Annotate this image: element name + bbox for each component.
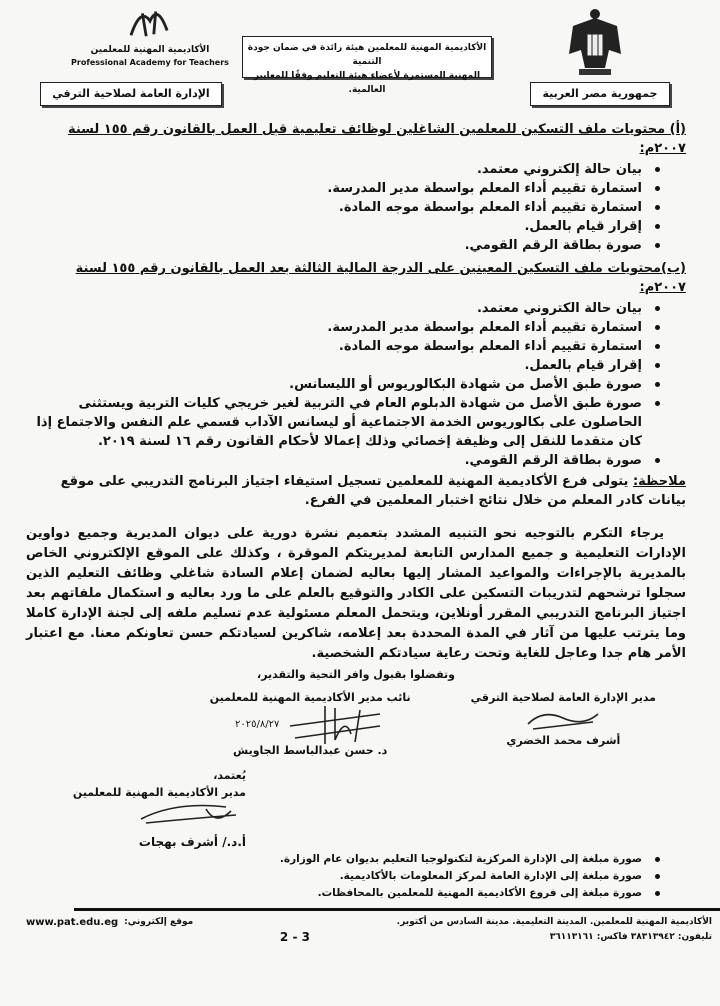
page-number: 2 - 3 [279, 930, 310, 944]
letter-body [0, 112, 720, 902]
note-text: يتولى فرع الأكاديمية المهنية للمعلمين تسجيل استيفاء اجتياز البرنامج التدريبي على موقع بيانات كادر [60, 474, 686, 508]
list-item: صورة بطاقة الرقم القومي. [26, 236, 664, 255]
signature-center-title: نائب مدير الأكاديمية المهنية للمعلمين [209, 691, 411, 704]
approve-label: يُعتمد، [213, 769, 246, 782]
cc-item: صورة مبلغة إلى الإدارة المركزية لتكنولوجيا التعليم بديوان عام الوزارة. [26, 851, 664, 868]
footer-website[interactable]: www.pat.edu.eg [26, 917, 119, 928]
footer-address: الأكاديمية المهنية للمعلمين. المدينة التعليمية. مدينة السادس من أكتوبر. [396, 917, 712, 927]
vision-line: الأكاديمية المهنية للمعلمين هيئة رائدة في ضمان جودة التنمية [247, 43, 487, 67]
approve-title: مدير الأكاديمية المهنية للمعلمين [72, 786, 246, 799]
footer-website-label: موقع إلكتروني: [124, 917, 194, 927]
body-paragraph [26, 524, 686, 664]
signature-center [285, 704, 385, 744]
list-item: صورة طبق الأصل من شهادة البكالوريوس أو الليسانس. [26, 375, 664, 394]
list-item: صورة طبق الأصل من شهادة الدبلوم العام في التربية لغير خريجي كليات التربية ويستثنى الحاصلون على بكالوريوس الخدمة الاجتماعية أو ليسانس الآداب قسمي علم النفس والاجتماع إذا كان متقدما للنقل إلى وظيفة إخصائي وذلك إعمالا لأحكام القانون رقم ١٦ لسنة ٢٠١٩. [26, 394, 664, 451]
closing: وتفضلوا بقبول وافر التحية والتقدير، [257, 668, 455, 681]
list-item: صورة بطاقة الرقم القومي. [26, 451, 664, 470]
list-item: بيان حالة إلكتروني معتمد. [26, 160, 664, 179]
list-item: بيان حالة الكتروني معتمد. [26, 299, 664, 318]
footer-phone: تليفون: ٣٨٣١٣٩٤٢ فاكس: ٣٦١١٣١٦١ [549, 932, 712, 942]
section-b-list [26, 299, 686, 470]
country-box: جمهورية مصر العربية [530, 82, 670, 106]
signature-block-right [471, 691, 656, 757]
signature-right [523, 704, 603, 734]
footer [0, 915, 720, 951]
vision-line: المهنية المستمرة لأعضاء هيئة التعليم وفقًا للمعايير العالمية. [253, 71, 481, 95]
academy-logo [70, 2, 230, 80]
note-label: ملاحظة: [632, 474, 686, 489]
signature-center-date: ٢٠٢٥/٨/٢٧ [235, 718, 280, 730]
egypt-emblem [565, 6, 625, 78]
cc-item: صورة مبلغة إلى الإدارة العامة لمركز المعلومات بالأكاديمية. [26, 868, 664, 885]
list-item: إقرار قيام بالعمل. [26, 217, 664, 236]
logo-english-text: Professional Academy for Teachers [71, 58, 229, 67]
signature-block-center [210, 691, 411, 757]
footer-rule [74, 908, 720, 911]
list-item: إقرار قيام بالعمل. [26, 356, 664, 375]
signature-right-name: أشرف محمد الخضري [506, 734, 621, 747]
logo-arabic-text: الأكاديمية المهنية للمعلمين [90, 45, 210, 55]
signature-right-title: مدير الإدارة العامة لصلاحية الترقي [470, 691, 656, 704]
approve-name: أ.د./ أشرف بهجات [138, 835, 246, 849]
footer-web [26, 915, 193, 945]
department-box: الإدارة العامة لصلاحية الترقي [40, 82, 222, 106]
section-a-list [26, 160, 686, 255]
list-item: استمارة تقييم أداء المعلم بواسطة موجه المادة. [26, 198, 664, 217]
cc-item: صورة مبلغة إلى فروع الأكاديمية المهنية للمعلمين بالمحافظات. [26, 885, 664, 902]
note [26, 472, 686, 510]
footer-contact [397, 915, 712, 945]
section-b-heading: (ب)محتويات ملف التسكين المعينين على الدرجة المالية الثالثة بعد العمل بالقانون رقم ١٥٥ لسنة ٢٠٠٧م: [75, 261, 686, 295]
section-a-heading: (أ) محتويات ملف التسكين للمعلمين الشاغلين لوظائف تعليمية قبل العمل بالقانون رقم ١٥٥ لسنة ٢٠٠٧م: [67, 122, 686, 156]
list-item: استمارة تقييم أداء المعلم بواسطة موجه المادة. [26, 337, 664, 356]
letterhead [0, 0, 720, 112]
approve-signature [136, 801, 246, 829]
signatures-row [26, 691, 686, 757]
cc-list [26, 851, 686, 902]
approval-block [26, 767, 246, 851]
body-text: يرجاء التكرم بالتوجيه نحو التنبيه المشدد بتعميم نشرة دورية على ديوان المديرية وجميع دواوين الإدارات التعليمية و جميع المدارس التابعة لمديريتكم الموقرة ، وكذلك على الموقع الإلكتروني الخاص بالمديرية بالإجراءات والمواعيد المشار إليها بعاليه لضمان إعلام السادة شاغلي وظائف التعليم الذين سجلوا ترشحهم لتدريبات التسكين على الكادر والتوقيع بالعلم على ما ورد بعاليه و استكمال ملفاتهم بعد اجتياز البرنامج التدريبي المقرر أونلاين، ويتحمل المعلم مسئولية عدم تسليم ملفه إلى لجنة الإدارة كاملا وما يترتب عليها من آثار في المدة المحددة بعد إعلامه، شاكرين لسيادتكم حسن تعاونكم معنا. مع اعتبار الأمر هام جدا وعاجل للغاية وتحت رعاية سيادتكم الشخصية. [26, 526, 687, 661]
vision-box [242, 36, 492, 95]
list-item: استمارة تقييم أداء المعلم بواسطة مدير المدرسة. [26, 179, 664, 198]
list-item: استمارة تقييم أداء المعلم بواسطة مدير المدرسة. [26, 318, 664, 337]
note-text: المعلم من خلال نتائج اختبار المعلمين في الفرع. [304, 493, 613, 508]
signature-center-name: د. حسن عبدالباسط الجاويش [233, 744, 388, 757]
